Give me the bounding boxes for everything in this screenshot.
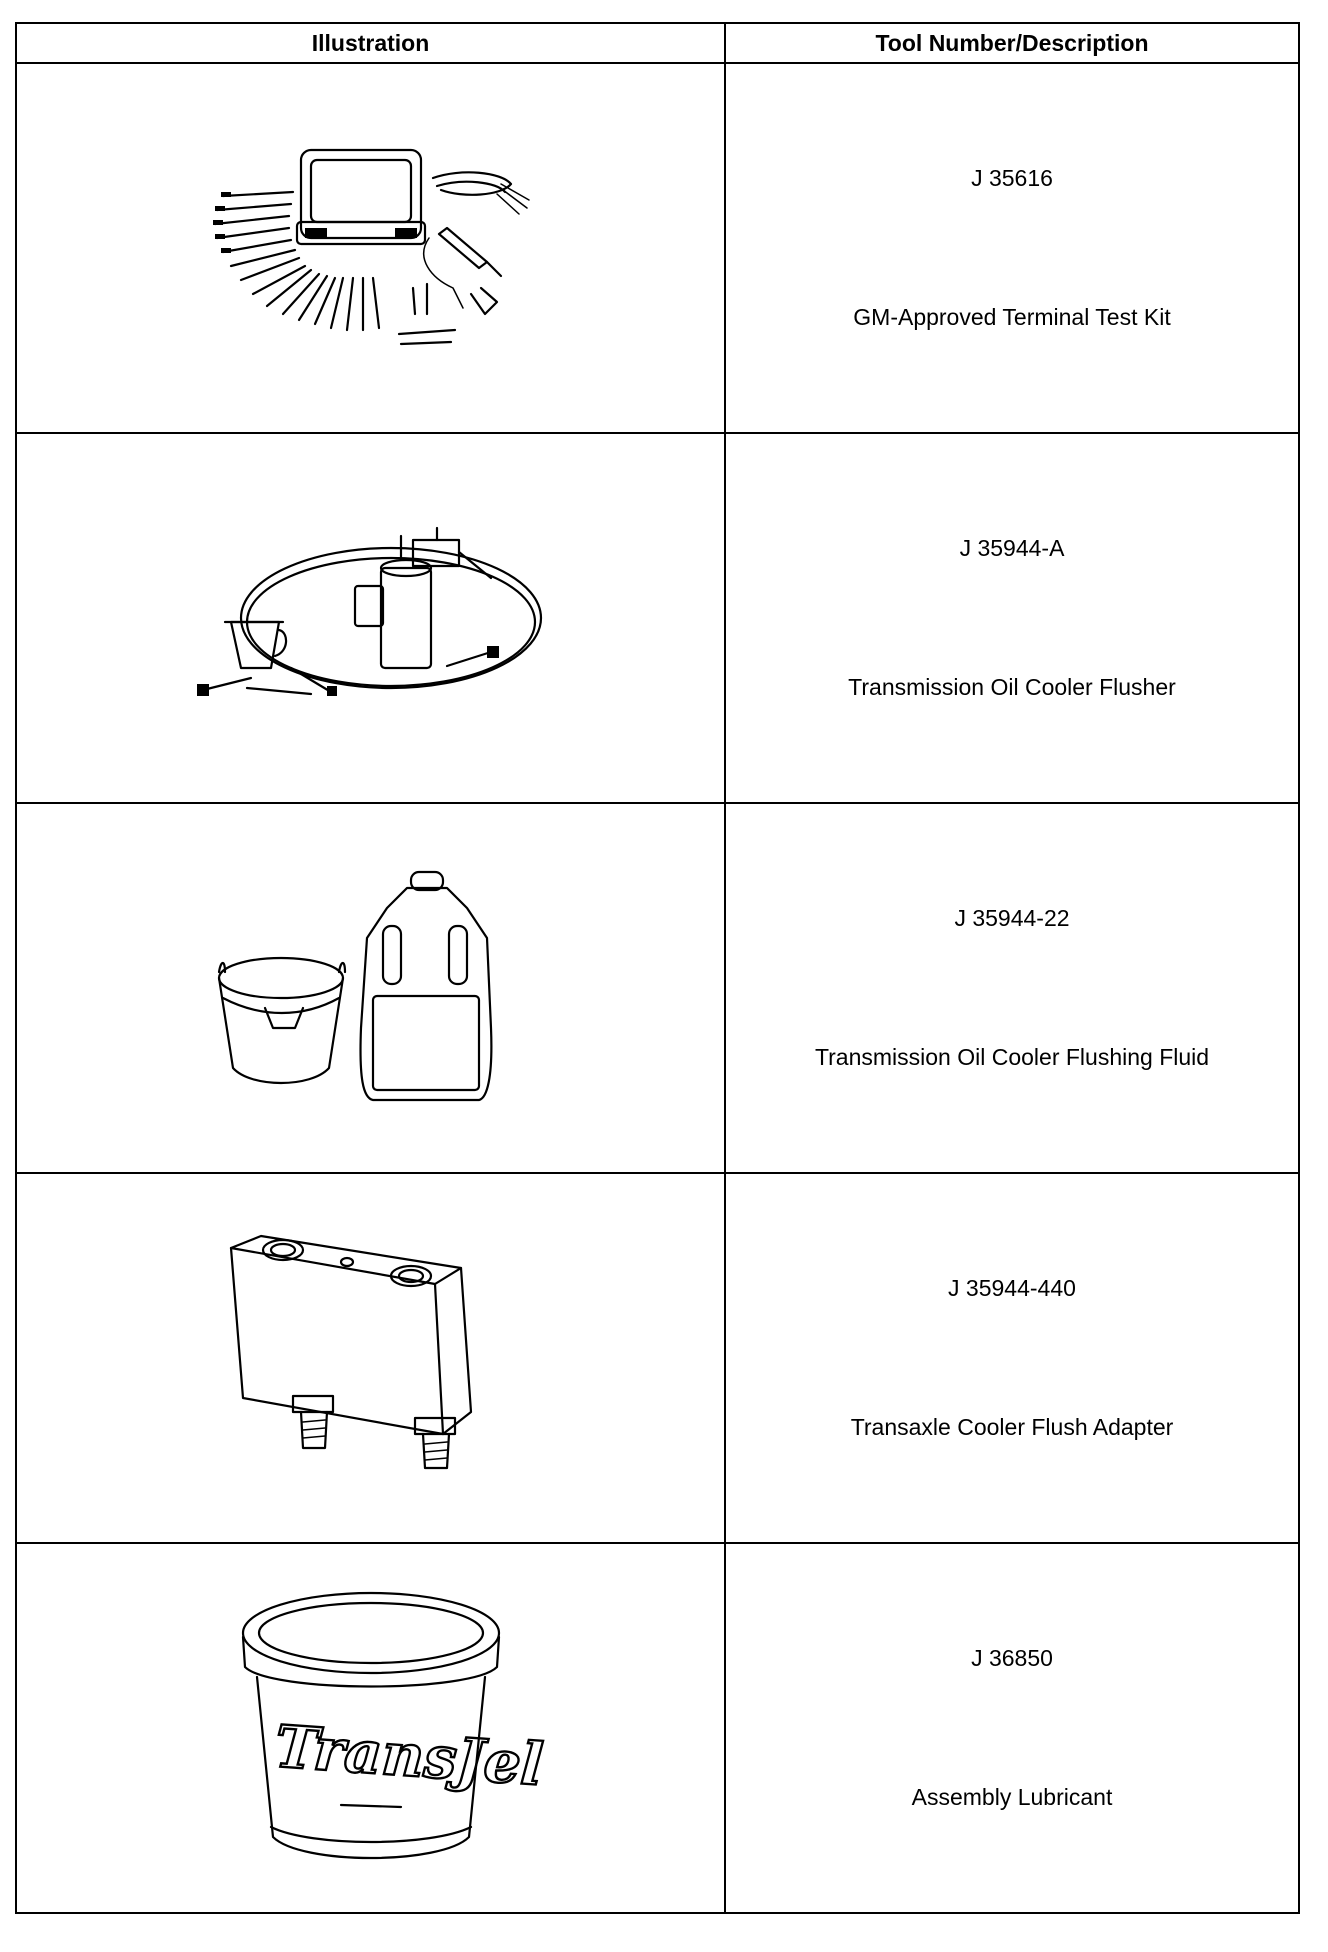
illustration-cell <box>16 433 725 803</box>
cooler-flusher-icon <box>191 518 551 718</box>
table-row <box>16 63 1299 433</box>
tool-number: J 35944-22 <box>954 905 1070 931</box>
header-row <box>16 23 1299 63</box>
illustration-cell <box>16 1543 725 1913</box>
description-cell <box>725 63 1299 433</box>
tool-number: J 35616 <box>971 165 1053 191</box>
illustration-cell <box>16 803 725 1173</box>
tool-description: GM-Approved Terminal Test Kit <box>853 304 1171 330</box>
table-row <box>16 433 1299 803</box>
lubricant-brand-label: TransJel <box>272 1712 545 1799</box>
table-row <box>16 1543 1299 1913</box>
description-cell <box>725 1543 1299 1913</box>
flushing-fluid-icon <box>211 868 531 1108</box>
illustration-cell <box>16 63 725 433</box>
description-cell <box>725 803 1299 1173</box>
tool-number: J 35944-A <box>959 535 1065 561</box>
header-tool-description: Tool Number/Description <box>725 23 1299 63</box>
tool-description: Assembly Lubricant <box>911 1784 1113 1810</box>
description-cell <box>725 433 1299 803</box>
table-row <box>16 1173 1299 1543</box>
tool-number: J 36850 <box>971 1645 1053 1671</box>
description-cell <box>725 1173 1299 1543</box>
header-illustration: Illustration <box>16 23 725 63</box>
terminal-test-kit-icon <box>201 138 541 358</box>
tool-number: J 35944-440 <box>948 1275 1076 1301</box>
tool-description: Transmission Oil Cooler Flushing Fluid <box>814 1044 1210 1070</box>
tool-description: Transmission Oil Cooler Flusher <box>848 674 1176 700</box>
assembly-lubricant-icon <box>231 1583 545 1873</box>
special-tools-table <box>15 22 1300 1914</box>
table-row <box>16 803 1299 1173</box>
tool-description: Transaxle Cooler Flush Adapter <box>850 1414 1174 1440</box>
flush-adapter-icon <box>221 1228 521 1488</box>
illustration-cell <box>16 1173 725 1543</box>
